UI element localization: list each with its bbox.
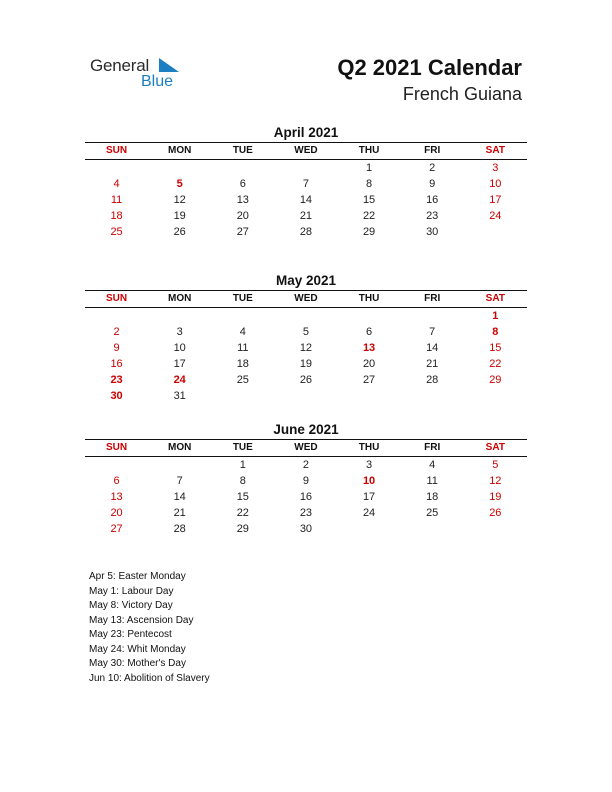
day-cell: 2 <box>113 326 120 338</box>
day-cell: 23 <box>299 507 313 519</box>
week-row <box>85 521 527 537</box>
day-cell <box>85 160 148 176</box>
day-cell: 14 <box>299 194 313 206</box>
logo-word-blue: Blue <box>141 73 174 90</box>
day-cell: 25 <box>236 374 249 386</box>
day-cell <box>338 308 401 324</box>
day-cell: 21 <box>299 210 313 222</box>
day-cell: 21 <box>173 507 186 519</box>
day-cell: 5 <box>302 326 309 338</box>
logo-triangle-icon <box>159 58 179 72</box>
day-cell <box>338 388 401 404</box>
weekday-header <box>85 143 527 159</box>
day-cell: 29 <box>236 523 249 535</box>
day-cell: 3 <box>366 459 373 471</box>
day-cell: 17 <box>173 358 186 370</box>
week-row <box>85 340 527 356</box>
day-cell: 8 <box>239 475 246 487</box>
day-cell: 23 <box>426 210 439 222</box>
week-row <box>85 224 527 240</box>
weekday-fri: FRI <box>424 293 441 304</box>
day-cell: 4 <box>113 178 120 190</box>
weekday-wed: WED <box>294 293 318 304</box>
day-cell <box>85 308 148 324</box>
day-cell <box>85 457 148 473</box>
day-cell: 25 <box>426 507 439 519</box>
holiday-item: May 8: Victory Day <box>89 600 173 611</box>
day-cell: 7 <box>429 326 436 338</box>
week-row <box>85 192 527 208</box>
day-cell: 4 <box>429 459 436 471</box>
day-cell: 18 <box>426 491 439 503</box>
day-cell: 9 <box>302 475 309 487</box>
day-cell: 24 <box>489 210 502 222</box>
week-row <box>85 208 527 224</box>
weekday-wed: WED <box>294 442 318 453</box>
day-cell: 13 <box>236 194 249 206</box>
holiday-item: May 24: Whit Monday <box>89 643 186 655</box>
day-cell <box>338 521 401 537</box>
day-cell: 15 <box>489 342 502 354</box>
day-cell: 1 <box>239 459 246 471</box>
day-cell: 15 <box>236 491 249 503</box>
day-cell: 22 <box>489 358 502 370</box>
day-cell: 7 <box>302 178 309 190</box>
weekday-thu: THU <box>358 442 380 453</box>
day-cell: 5 <box>492 459 499 471</box>
day-cell <box>211 388 274 404</box>
holiday-item: May 1: Labour Day <box>89 585 174 597</box>
day-cell: 13 <box>110 491 123 503</box>
holiday-item: Apr 5: Easter Monday <box>89 571 186 582</box>
generalblue-logo <box>90 56 190 92</box>
week-row <box>85 160 527 176</box>
day-cell: 18 <box>236 358 249 370</box>
day-cell: 27 <box>362 374 376 386</box>
weekday-sun: SUN <box>106 293 128 304</box>
day-cell: 25 <box>110 226 123 238</box>
day-cell: 29 <box>362 226 376 238</box>
weekday-sat: SAT <box>485 293 505 304</box>
day-cell <box>148 457 211 473</box>
day-cell: 9 <box>113 342 120 354</box>
day-cell: 30 <box>110 390 123 402</box>
day-cell: 10 <box>362 475 376 487</box>
day-cell: 11 <box>426 475 438 487</box>
day-cell: 23 <box>110 374 123 386</box>
day-cell: 26 <box>173 226 186 238</box>
week-row <box>85 489 527 505</box>
day-cell: 17 <box>362 491 376 503</box>
page-title: Q2 2021 Calendar <box>337 55 522 80</box>
day-cell: 14 <box>426 342 439 354</box>
day-cell: 19 <box>173 210 186 222</box>
day-cell: 1 <box>366 162 373 174</box>
week-row <box>85 388 527 404</box>
day-cell: 11 <box>237 342 249 354</box>
weekday-sun: SUN <box>106 442 128 453</box>
day-cell: 20 <box>362 358 376 370</box>
day-cell <box>401 521 464 537</box>
day-cell: 8 <box>492 326 499 338</box>
day-cell <box>464 224 527 240</box>
weekday-sat: SAT <box>485 145 505 156</box>
day-cell: 31 <box>173 390 186 402</box>
weekday-header <box>85 440 527 456</box>
day-cell: 2 <box>302 459 309 471</box>
day-cell: 13 <box>362 342 376 354</box>
weekday-wed: WED <box>294 145 318 156</box>
weekday-mon: MON <box>168 145 192 156</box>
day-cell: 5 <box>176 178 183 190</box>
day-cell <box>148 308 211 324</box>
day-cell: 30 <box>426 226 439 238</box>
day-cell: 17 <box>489 194 502 206</box>
page-subtitle: French Guiana <box>402 84 522 104</box>
month-june <box>85 421 527 537</box>
week-row <box>85 457 527 473</box>
day-cell: 26 <box>299 374 313 386</box>
day-cell: 27 <box>236 226 249 238</box>
day-cell: 12 <box>173 194 186 206</box>
month-april <box>85 124 527 240</box>
day-cell: 24 <box>362 507 376 519</box>
day-cell: 28 <box>173 523 186 535</box>
day-cell: 4 <box>239 326 246 338</box>
day-cell: 2 <box>429 162 436 174</box>
day-cell: 8 <box>366 178 373 190</box>
day-cell: 16 <box>299 491 313 503</box>
day-cell: 28 <box>299 226 313 238</box>
week-row <box>85 324 527 340</box>
day-cell <box>401 308 464 324</box>
day-cell: 24 <box>173 374 186 386</box>
weekday-fri: FRI <box>424 145 441 156</box>
weekday-mon: MON <box>168 293 192 304</box>
day-cell: 6 <box>366 326 373 338</box>
month-title: June 2021 <box>273 422 339 437</box>
day-cell: 20 <box>236 210 249 222</box>
month-may <box>85 272 527 404</box>
week-row <box>85 505 527 521</box>
day-cell: 30 <box>299 523 313 535</box>
day-cell: 26 <box>489 507 502 519</box>
day-cell: 3 <box>492 162 499 174</box>
day-cell <box>274 388 337 404</box>
day-cell: 9 <box>429 178 436 190</box>
week-row <box>85 473 527 489</box>
day-cell: 10 <box>489 178 502 190</box>
weekday-fri: FRI <box>424 442 441 453</box>
day-cell <box>211 308 274 324</box>
holiday-item: May 23: Pentecost <box>89 629 172 640</box>
week-row <box>85 372 527 388</box>
day-cell: 6 <box>113 475 120 487</box>
holiday-list <box>89 570 210 686</box>
weekday-thu: THU <box>358 145 380 156</box>
weekday-thu: THU <box>358 293 380 304</box>
day-cell: 14 <box>173 491 186 503</box>
holiday-item: May 13: Ascension Day <box>89 614 194 626</box>
day-cell: 10 <box>173 342 186 354</box>
day-cell: 16 <box>426 194 439 206</box>
day-cell: 27 <box>110 523 123 535</box>
day-cell: 12 <box>299 342 313 354</box>
day-cell: 19 <box>489 491 502 503</box>
weekday-sat: SAT <box>485 442 505 453</box>
weekday-header <box>85 291 527 307</box>
month-title: April 2021 <box>273 125 339 140</box>
day-cell: 18 <box>110 210 123 222</box>
week-row <box>85 308 527 324</box>
week-row <box>85 356 527 372</box>
day-cell: 15 <box>362 194 376 206</box>
month-title: May 2021 <box>275 273 337 288</box>
day-cell: 12 <box>489 475 502 487</box>
weekday-mon: MON <box>168 442 192 453</box>
day-cell <box>274 160 337 176</box>
day-cell: 29 <box>489 374 502 386</box>
day-cell: 22 <box>362 210 376 222</box>
day-cell: 16 <box>110 358 123 370</box>
day-cell: 1 <box>492 310 499 322</box>
day-cell <box>274 308 337 324</box>
weekday-tue: TUE <box>232 293 253 304</box>
day-cell <box>148 160 211 176</box>
day-cell: 19 <box>299 358 313 370</box>
day-cell <box>211 160 274 176</box>
week-row <box>85 176 527 192</box>
weekday-sun: SUN <box>106 145 128 156</box>
day-cell: 28 <box>426 374 439 386</box>
day-cell: 21 <box>426 358 439 370</box>
logo-word-general: General <box>90 56 150 75</box>
day-cell <box>401 388 464 404</box>
holiday-item: May 30: Mother's Day <box>89 658 186 669</box>
day-cell <box>464 388 527 404</box>
holiday-item: Jun 10: Abolition of Slavery <box>89 672 210 684</box>
day-cell: 11 <box>110 194 123 206</box>
weekday-tue: TUE <box>232 442 253 453</box>
day-cell: 20 <box>110 507 123 519</box>
day-cell: 22 <box>236 507 249 519</box>
day-cell: 7 <box>176 475 183 487</box>
day-cell: 3 <box>176 326 183 338</box>
day-cell <box>464 521 527 537</box>
day-cell: 6 <box>239 178 246 190</box>
weekday-tue: TUE <box>232 145 253 156</box>
